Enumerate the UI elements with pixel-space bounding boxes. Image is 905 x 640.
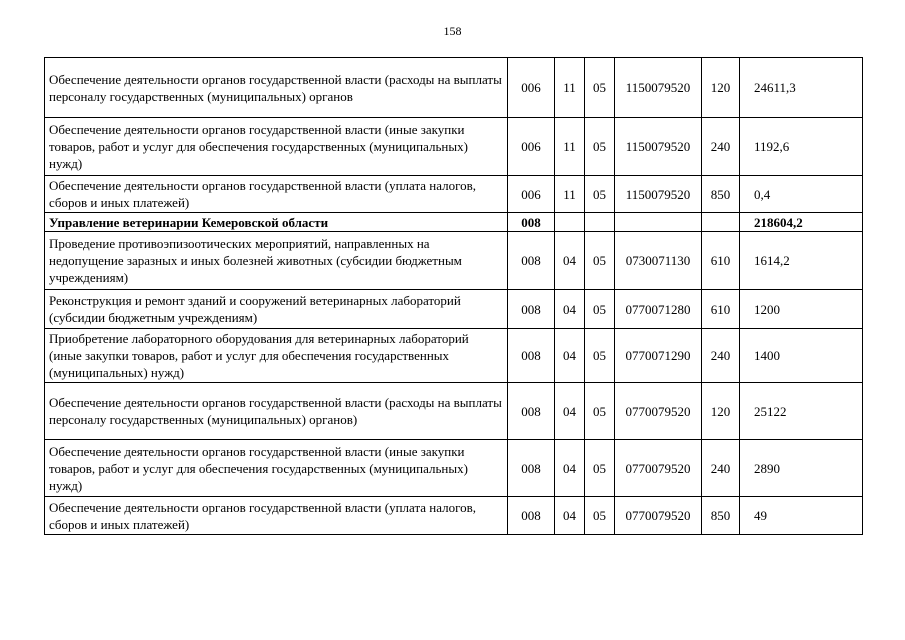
- section-code-cell: 04: [555, 329, 585, 383]
- subsection-code-cell: 05: [585, 290, 615, 329]
- section-code-cell: 11: [555, 58, 585, 118]
- section-code-cell: 04: [555, 440, 585, 497]
- expense-type-cell: 120: [702, 58, 740, 118]
- description-cell: Реконструкция и ремонт зданий и сооружений ветеринарных лабораторий (субсидии бюджетным учреждениям): [45, 290, 508, 329]
- table-row: [45, 176, 863, 213]
- section-code-cell: 11: [555, 176, 585, 213]
- table-row: [45, 213, 863, 232]
- target-article-cell: 0770079520: [615, 440, 702, 497]
- ministry-code-cell: 008: [508, 232, 555, 290]
- table-row: [45, 232, 863, 290]
- table-row: [45, 497, 863, 535]
- section-code-cell: 04: [555, 383, 585, 440]
- expense-type-cell: 240: [702, 118, 740, 176]
- table-row: [45, 118, 863, 176]
- ministry-code-cell: 006: [508, 118, 555, 176]
- target-article-cell: 0770079520: [615, 383, 702, 440]
- section-code-cell: 11: [555, 118, 585, 176]
- amount-cell: 24611,3: [740, 58, 863, 118]
- description-cell: Обеспечение деятельности органов государственной власти (иные закупки товаров, работ и услуг для обеспечения государственных (муниципальных) нужд): [45, 440, 508, 497]
- target-article-cell: 1150079520: [615, 118, 702, 176]
- target-article-cell: 1150079520: [615, 176, 702, 213]
- subsection-code-cell: [585, 213, 615, 232]
- target-article-cell: 0770071280: [615, 290, 702, 329]
- expense-type-cell: 120: [702, 383, 740, 440]
- budget-table-body: [45, 58, 863, 535]
- subsection-code-cell: 05: [585, 232, 615, 290]
- amount-cell: 0,4: [740, 176, 863, 213]
- target-article-cell: 1150079520: [615, 58, 702, 118]
- description-cell: Обеспечение деятельности органов государственной власти (расходы на выплаты персоналу государственных (муниципальных) органов: [45, 58, 508, 118]
- page-number: 158: [443, 24, 462, 38]
- subsection-code-cell: 05: [585, 329, 615, 383]
- subsection-code-cell: 05: [585, 383, 615, 440]
- section-code-cell: 04: [555, 232, 585, 290]
- amount-cell: 1192,6: [740, 118, 863, 176]
- ministry-code-cell: 008: [508, 383, 555, 440]
- amount-cell: 49: [740, 497, 863, 535]
- table-row: [45, 383, 863, 440]
- description-cell: Обеспечение деятельности органов государственной власти (уплата налогов, сборов и иных платежей): [45, 497, 508, 535]
- target-article-cell: 0770071290: [615, 329, 702, 383]
- expense-type-cell: 850: [702, 176, 740, 213]
- subsection-code-cell: 05: [585, 440, 615, 497]
- ministry-code-cell: 008: [508, 213, 555, 232]
- target-article-cell: 0770079520: [615, 497, 702, 535]
- target-article-cell: 0730071130: [615, 232, 702, 290]
- description-cell: Проведение противоэпизоотических мероприятий, направленных на недопущение заразных и иных болезней животных (субсидии бюджетным учреждениям): [45, 232, 508, 290]
- section-code-cell: [555, 213, 585, 232]
- expense-type-cell: 240: [702, 440, 740, 497]
- ministry-code-cell: 008: [508, 440, 555, 497]
- subsection-code-cell: 05: [585, 176, 615, 213]
- ministry-code-cell: 008: [508, 290, 555, 329]
- ministry-code-cell: 006: [508, 58, 555, 118]
- amount-cell: 1614,2: [740, 232, 863, 290]
- amount-cell: 1200: [740, 290, 863, 329]
- description-cell: Приобретение лабораторного оборудования для ветеринарных лабораторий (иные закупки товаров, работ и услуг для обеспечения государственных (муниципальных) нужд): [45, 329, 508, 383]
- description-cell: Обеспечение деятельности органов государственной власти (уплата налогов, сборов и иных платежей): [45, 176, 508, 213]
- section-code-cell: 04: [555, 497, 585, 535]
- ministry-code-cell: 008: [508, 329, 555, 383]
- ministry-code-cell: 008: [508, 497, 555, 535]
- table-row: [45, 440, 863, 497]
- expense-type-cell: 850: [702, 497, 740, 535]
- expense-type-cell: 610: [702, 290, 740, 329]
- amount-cell: 218604,2: [740, 213, 863, 232]
- subsection-code-cell: 05: [585, 497, 615, 535]
- expense-type-cell: 610: [702, 232, 740, 290]
- table-row: [45, 58, 863, 118]
- amount-cell: 25122: [740, 383, 863, 440]
- expense-type-cell: [702, 213, 740, 232]
- table-row: [45, 329, 863, 383]
- section-code-cell: 04: [555, 290, 585, 329]
- expense-type-cell: 240: [702, 329, 740, 383]
- table-row: [45, 290, 863, 329]
- subsection-code-cell: 05: [585, 58, 615, 118]
- amount-cell: 1400: [740, 329, 863, 383]
- ministry-code-cell: 006: [508, 176, 555, 213]
- budget-table: [44, 57, 863, 535]
- description-cell: Управление ветеринарии Кемеровской области: [45, 213, 508, 232]
- description-cell: Обеспечение деятельности органов государственной власти (иные закупки товаров, работ и услуг для обеспечения государственных (муниципальных) нужд): [45, 118, 508, 176]
- target-article-cell: [615, 213, 702, 232]
- amount-cell: 2890: [740, 440, 863, 497]
- description-cell: Обеспечение деятельности органов государственной власти (расходы на выплаты персоналу государственных (муниципальных) органов): [45, 383, 508, 440]
- subsection-code-cell: 05: [585, 118, 615, 176]
